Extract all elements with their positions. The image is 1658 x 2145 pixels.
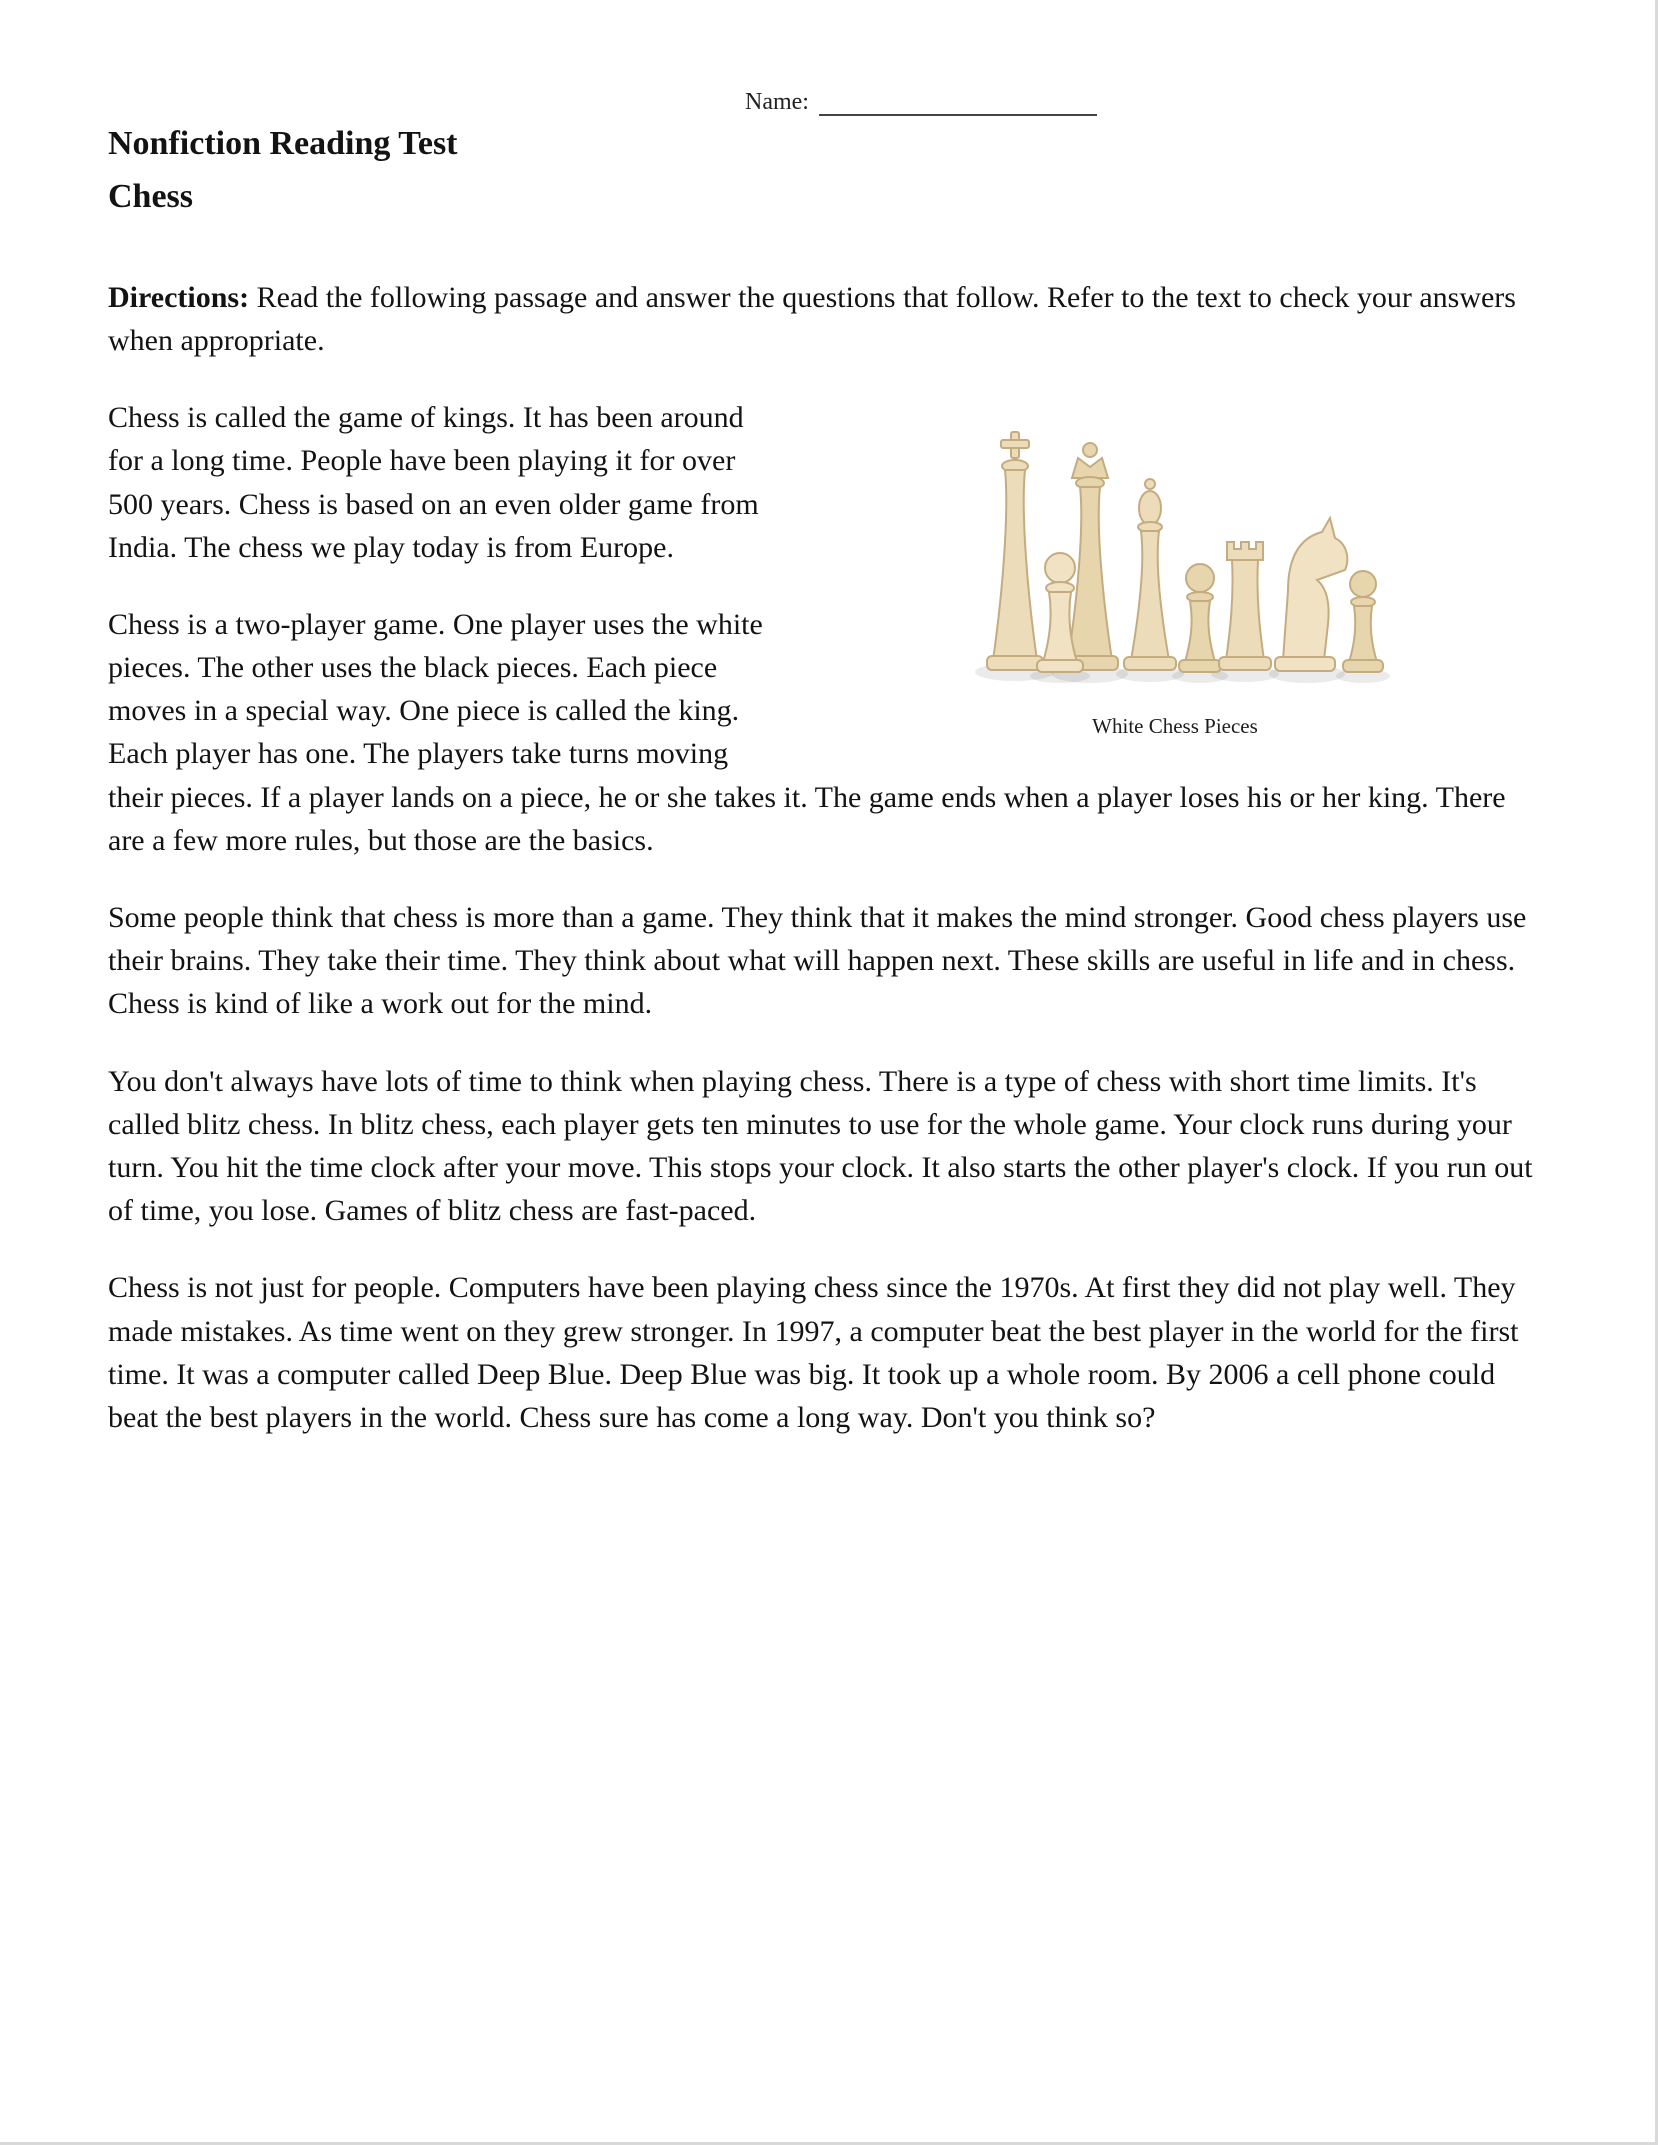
paragraph-4: You don't always have lots of time to think when playing chess. There is a type of chess with short time limits. It's called blitz chess. In blitz chess, each player gets ten minutes to use for the whole game. Your clock runs during your turn. You hit the time clock after your move. This stops your clock. It also starts the other player's clock. If you run out of time, you lose. Games of blitz chess are fast-paced. bbox=[108, 1064, 1533, 1228]
directions-label: Directions: bbox=[108, 280, 250, 314]
chess-pieces-figure bbox=[805, 408, 1545, 739]
paragraph-5: Chess is not just for people. Computers have been playing chess since the 1970s. At first they did not play well. They made mistakes. As time went on they grew stronger. In 1997, a computer beat the best player in the world for the first time. It was a computer called Deep Blue. Deep Blue was big. It took up a whole room. By 2006 a cell phone could beat the best players in the world. Chess sure has come a long way. Don't you think so? bbox=[108, 1271, 1519, 1434]
paragraph-3: Some people think that chess is more than a game. They think that it makes the mind stronger. Good chess players use their brains. They take their time. They think about what will happen next. These skills are useful in life and in chess. Chess is kind of like a work out for the mind. bbox=[108, 901, 1527, 1021]
page-title: Nonfiction Reading Test bbox=[108, 125, 458, 163]
title-block bbox=[108, 118, 1545, 223]
name-blank-line bbox=[819, 88, 1097, 116]
paragraph-1: Chess is called the game of kings. It has been around for a long time. People have been playing it for over 500 years. Chess is based on an even older game from India. The chess we play today is from Europe. bbox=[108, 401, 759, 564]
chess-pieces-image bbox=[805, 408, 1545, 708]
directions-text: Read the following passage and answer the questions that follow. Refer to the text to check your answers when appropriate. bbox=[108, 280, 1516, 357]
passage bbox=[108, 396, 1545, 1439]
directions bbox=[108, 276, 1545, 362]
paragraph-2: Chess is a two-player game. One player uses the white pieces. The other uses the black pieces. Each piece moves in a special way. One piece is called the king. Each player has one. The players take turns moving their pieces. If a player lands on a piece, he or she takes it. The game ends when a player loses his or her king. There are a few more rules, but those are the basics. bbox=[108, 607, 1506, 857]
name-label: Name: bbox=[745, 89, 809, 116]
page-subtitle: Chess bbox=[108, 178, 194, 216]
figure-caption: White Chess Pieces bbox=[1092, 714, 1258, 739]
name-field bbox=[745, 88, 1097, 116]
